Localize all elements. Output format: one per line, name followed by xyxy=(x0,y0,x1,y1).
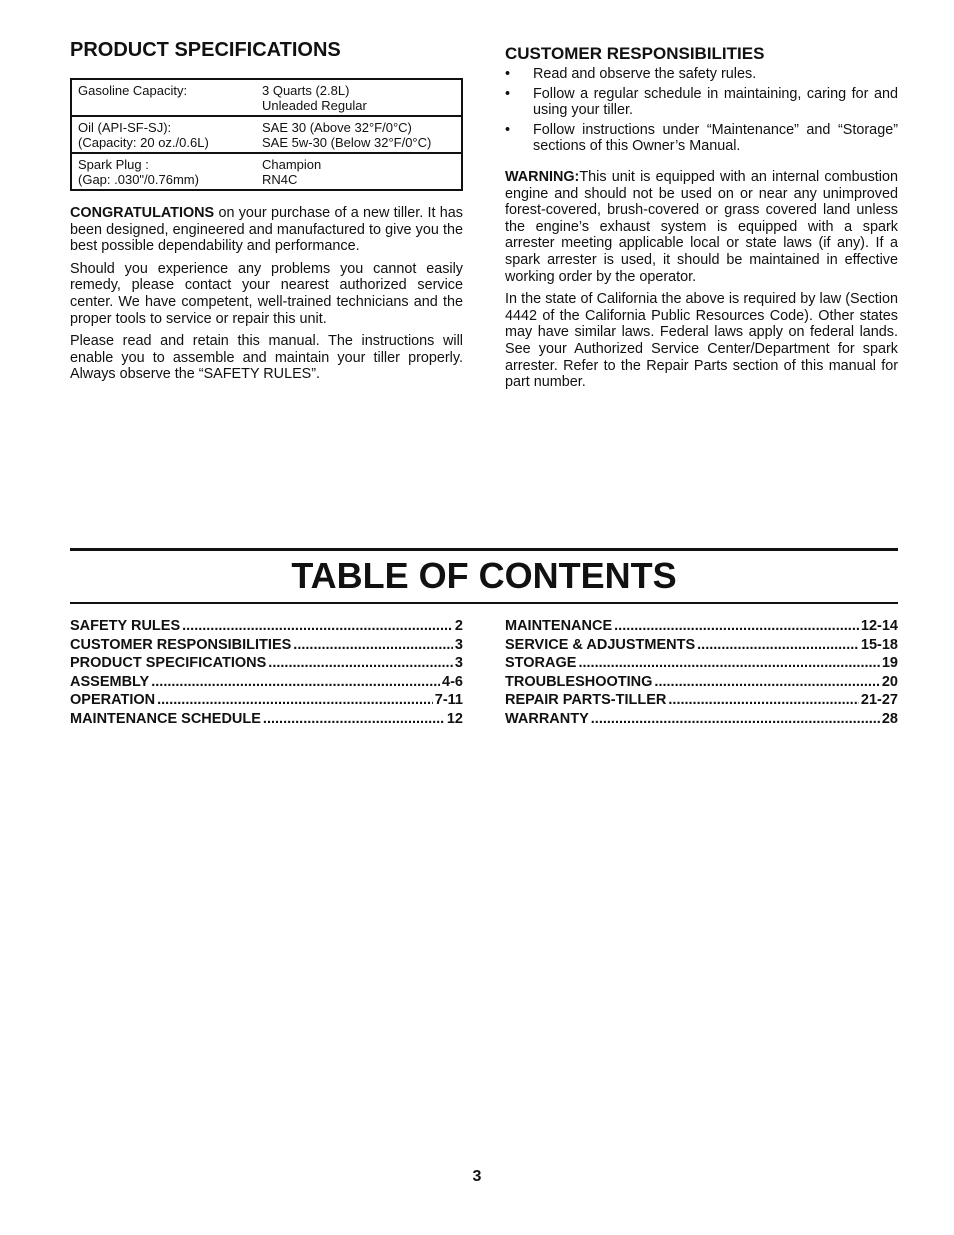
toc-entry-assembly[interactable]: ASSEMBLY ..... 4-6 xyxy=(70,673,463,692)
toc-entry-troubleshooting[interactable]: TROUBLESHOOTING ..... 20 xyxy=(505,673,898,692)
toc-entry-repair-parts[interactable]: REPAIR PARTS-TILLER ..... 21-27 xyxy=(505,691,898,710)
spec-value: Champion RN4C xyxy=(256,153,462,190)
dot-leader xyxy=(697,636,859,655)
service-paragraph: Should you experience any problems you cannot easily remedy, please contact your nearest authorized service center. We have competent, well-trained technicians and the proper tools to service or repair this unit. xyxy=(70,260,463,327)
dot-leader xyxy=(654,673,879,692)
dot-leader xyxy=(668,691,859,710)
spec-label: Oil (API-SF-SJ): (Capacity: 20 oz./0.6L) xyxy=(71,116,256,153)
dot-leader xyxy=(151,673,440,692)
spec-value: SAE 30 (Above 32°F/0°C) SAE 5w-30 (Below 32°F/0°C) xyxy=(256,116,462,153)
specifications-table xyxy=(70,78,463,191)
dot-leader xyxy=(182,617,453,636)
list-item: • Follow a regular schedule in maintaining, caring for and using your tiller. xyxy=(505,85,898,119)
toc-top-rule xyxy=(70,548,898,551)
responsibilities-list xyxy=(505,66,898,155)
toc-entry-product-specifications[interactable]: PRODUCT SPECIFICATIONS ..... 3 xyxy=(70,654,463,673)
toc-entry-operation[interactable]: OPERATION ..... 7-11 xyxy=(70,691,463,710)
toc-right-list xyxy=(505,617,898,729)
toc-entry-customer-responsibilities[interactable]: CUSTOMER RESPONSIBILITIES ..... 3 xyxy=(70,636,463,655)
bullet-icon: • xyxy=(505,85,511,102)
customer-responsibilities-heading: CUSTOMER RESPONSIBILITIES xyxy=(505,44,765,63)
product-specifications-section xyxy=(70,38,463,389)
dot-leader xyxy=(157,691,433,710)
table-row xyxy=(71,116,462,153)
list-item: • Follow instructions under “Maintenance” and “Storage” sections of this Owner’s Manual. xyxy=(505,121,898,155)
toc-entry-storage[interactable]: STORAGE ..... 19 xyxy=(505,654,898,673)
dot-leader xyxy=(614,617,859,636)
spec-label: Gasoline Capacity: xyxy=(78,83,188,98)
toc-entry-warranty[interactable]: WARRANTY ..... 28 xyxy=(505,710,898,729)
intro-paragraphs xyxy=(70,205,463,383)
dot-leader xyxy=(591,710,880,729)
spec-value: 3 Quarts (2.8L) Unleaded Regular xyxy=(262,83,367,113)
toc-entry-maintenance[interactable]: MAINTENANCE ..... 12-14 xyxy=(505,617,898,636)
warning-paragraph: WARNING:This unit is equipped with an internal combustion engine and should not be used on or near any unimproved forest-covered, brush-covered or grass covered land unless the engine’s exhaust system is equipped with a spark arrester meeting applicable local or state laws (if any). If a spark arrester is used, it should be maintained in effective working order by the operator. xyxy=(505,168,898,285)
toc-bottom-rule xyxy=(70,602,898,604)
congratulations-paragraph: CONGRATULATIONS on your purchase of a new tiller. It has been designed, engineered and manufactured to give you the best possible dependability and performance. xyxy=(70,205,463,255)
california-paragraph: In the state of California the above is required by law (Section 4442 of the California Public Resources Code). Other states may have similar laws. Federal laws apply on federal lands. See your Authorized Service Center/Department for spark arrester. Refer to the Repair Parts section of this manual for part number. xyxy=(505,291,898,391)
table-row xyxy=(71,79,462,116)
table-row xyxy=(71,153,462,190)
toc-entry-service-adjustments[interactable]: SERVICE & ADJUSTMENTS ..... 15-18 xyxy=(505,636,898,655)
toc-title: TABLE OF CONTENTS xyxy=(291,555,677,596)
page-number: 3 xyxy=(472,1168,482,1185)
product-specifications-heading: PRODUCT SPECIFICATIONS xyxy=(70,39,341,61)
dot-leader xyxy=(578,654,879,673)
toc-left-list xyxy=(70,617,463,729)
bullet-icon: • xyxy=(505,66,511,82)
spec-label: Spark Plug : (Gap: .030"/0.76mm) xyxy=(71,153,256,190)
retain-manual-paragraph: Please read and retain this manual. The instructions will enable you to assemble and maintain your tiller properly. Always observe the “SAFETY RULES”. xyxy=(70,333,463,383)
dot-leader xyxy=(263,710,445,729)
dot-leader xyxy=(293,636,453,655)
dot-leader xyxy=(268,654,453,673)
list-item: • Read and observe the safety rules. xyxy=(505,66,757,82)
bullet-icon: • xyxy=(505,121,511,138)
toc-entry-safety-rules[interactable]: SAFETY RULES ..... 2 xyxy=(70,617,463,636)
toc-entry-maintenance-schedule[interactable]: MAINTENANCE SCHEDULE ..... 12 xyxy=(70,710,463,729)
customer-responsibilities-section xyxy=(505,44,898,397)
